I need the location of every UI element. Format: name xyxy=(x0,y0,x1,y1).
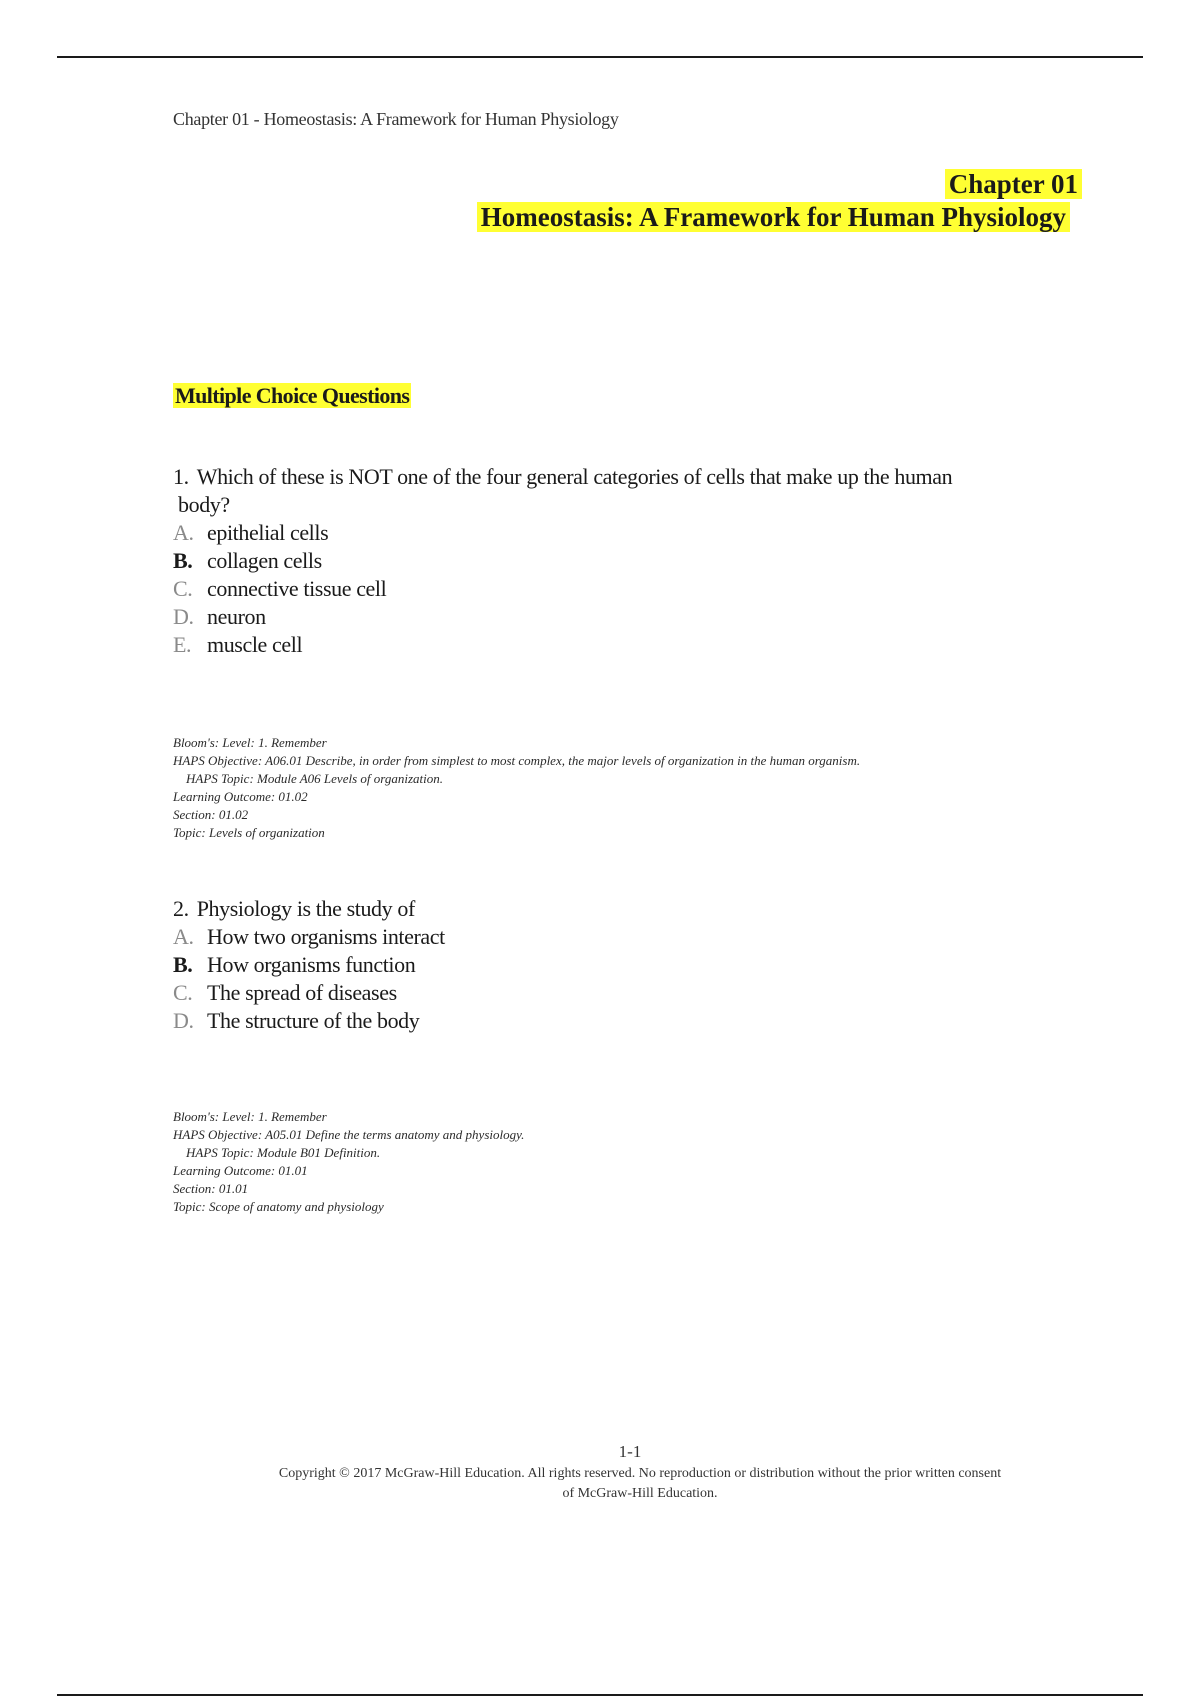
option-text: connective tissue cell xyxy=(207,576,387,601)
section-heading-text: Multiple Choice Questions xyxy=(175,383,410,408)
question-2-metadata xyxy=(173,1108,524,1216)
option-text: collagen cells xyxy=(207,548,322,573)
answer-options xyxy=(173,519,1073,659)
question-stem-line2: body? xyxy=(178,492,230,517)
answer-option-d xyxy=(173,1007,1073,1035)
top-rule xyxy=(57,56,1143,58)
section-heading xyxy=(173,383,411,409)
option-letter: D. xyxy=(173,604,194,629)
option-text: The spread of diseases xyxy=(207,980,397,1005)
option-letter: E. xyxy=(173,632,192,657)
bottom-rule xyxy=(57,1694,1143,1696)
option-letter: A. xyxy=(173,520,194,545)
answer-option-a xyxy=(173,923,1073,951)
topic: Topic: Levels of organization xyxy=(173,825,325,840)
question-number: 2. xyxy=(173,896,189,921)
option-letter: B. xyxy=(173,548,193,573)
answer-option-c xyxy=(173,575,1073,603)
question-number: 1. xyxy=(173,464,189,489)
option-text: muscle cell xyxy=(207,632,303,657)
option-letter: D. xyxy=(173,1008,194,1033)
option-letter: B. xyxy=(173,952,193,977)
question-1-metadata xyxy=(173,734,860,842)
question-stem xyxy=(173,895,1073,923)
chapter-title-line1 xyxy=(477,168,1082,201)
copyright-line2: of McGraw-Hill Education. xyxy=(562,1486,718,1501)
running-header: Chapter 01 - Homeostasis: A Framework for Human Physiology xyxy=(173,109,619,129)
title-highlight: Homeostasis: A Framework for Human Physiology xyxy=(477,202,1070,232)
option-letter: C. xyxy=(173,576,193,601)
section-ref: Section: 01.02 xyxy=(173,807,249,822)
answer-option-e xyxy=(173,631,1073,659)
answer-options xyxy=(173,923,1073,1035)
option-text: neuron xyxy=(207,604,266,629)
question-2 xyxy=(173,895,1073,1035)
chapter-title xyxy=(477,168,1082,234)
question-stem xyxy=(173,463,1073,519)
option-letter: A. xyxy=(173,924,194,949)
haps-objective: HAPS Objective: A06.01 Describe, in order from simplest to most complex, the major levels of organization in the human organism. xyxy=(173,753,861,768)
page-number: 1-1 xyxy=(618,1442,642,1461)
answer-option-b xyxy=(173,547,1073,575)
option-text: The structure of the body xyxy=(207,1008,420,1033)
blooms-level: Bloom's: Level: 1. Remember xyxy=(173,1109,327,1124)
answer-option-a xyxy=(173,519,1073,547)
learning-outcome: Learning Outcome: 01.02 xyxy=(173,789,308,804)
chapter-title-line2 xyxy=(477,201,1070,234)
question-stem-line1: Which of these is NOT one of the four general categories of cells that make up the human xyxy=(196,464,953,489)
learning-outcome: Learning Outcome: 01.01 xyxy=(173,1163,308,1178)
question-stem-line1: Physiology is the study of xyxy=(196,896,415,921)
topic: Topic: Scope of anatomy and physiology xyxy=(173,1199,384,1214)
option-text: epithelial cells xyxy=(207,520,329,545)
question-1 xyxy=(173,463,1073,659)
copyright-line1: Copyright © 2017 McGraw-Hill Education. All rights reserved. No reproduction or distribution without the prior written consent xyxy=(278,1466,1002,1481)
answer-option-d xyxy=(173,603,1073,631)
haps-topic: HAPS Topic: Module B01 Definition. xyxy=(186,1145,381,1160)
section-ref: Section: 01.01 xyxy=(173,1181,249,1196)
title-highlight: Chapter 01 xyxy=(945,169,1082,199)
page-footer xyxy=(0,1442,1200,1504)
answer-option-b xyxy=(173,951,1073,979)
haps-topic: HAPS Topic: Module A06 Levels of organization. xyxy=(186,771,443,786)
option-letter: C. xyxy=(173,980,193,1005)
blooms-level: Bloom's: Level: 1. Remember xyxy=(173,735,327,750)
option-text: How two organisms interact xyxy=(207,924,445,949)
answer-option-c xyxy=(173,979,1073,1007)
haps-objective: HAPS Objective: A05.01 Define the terms anatomy and physiology. xyxy=(173,1127,525,1142)
option-text: How organisms function xyxy=(207,952,416,977)
